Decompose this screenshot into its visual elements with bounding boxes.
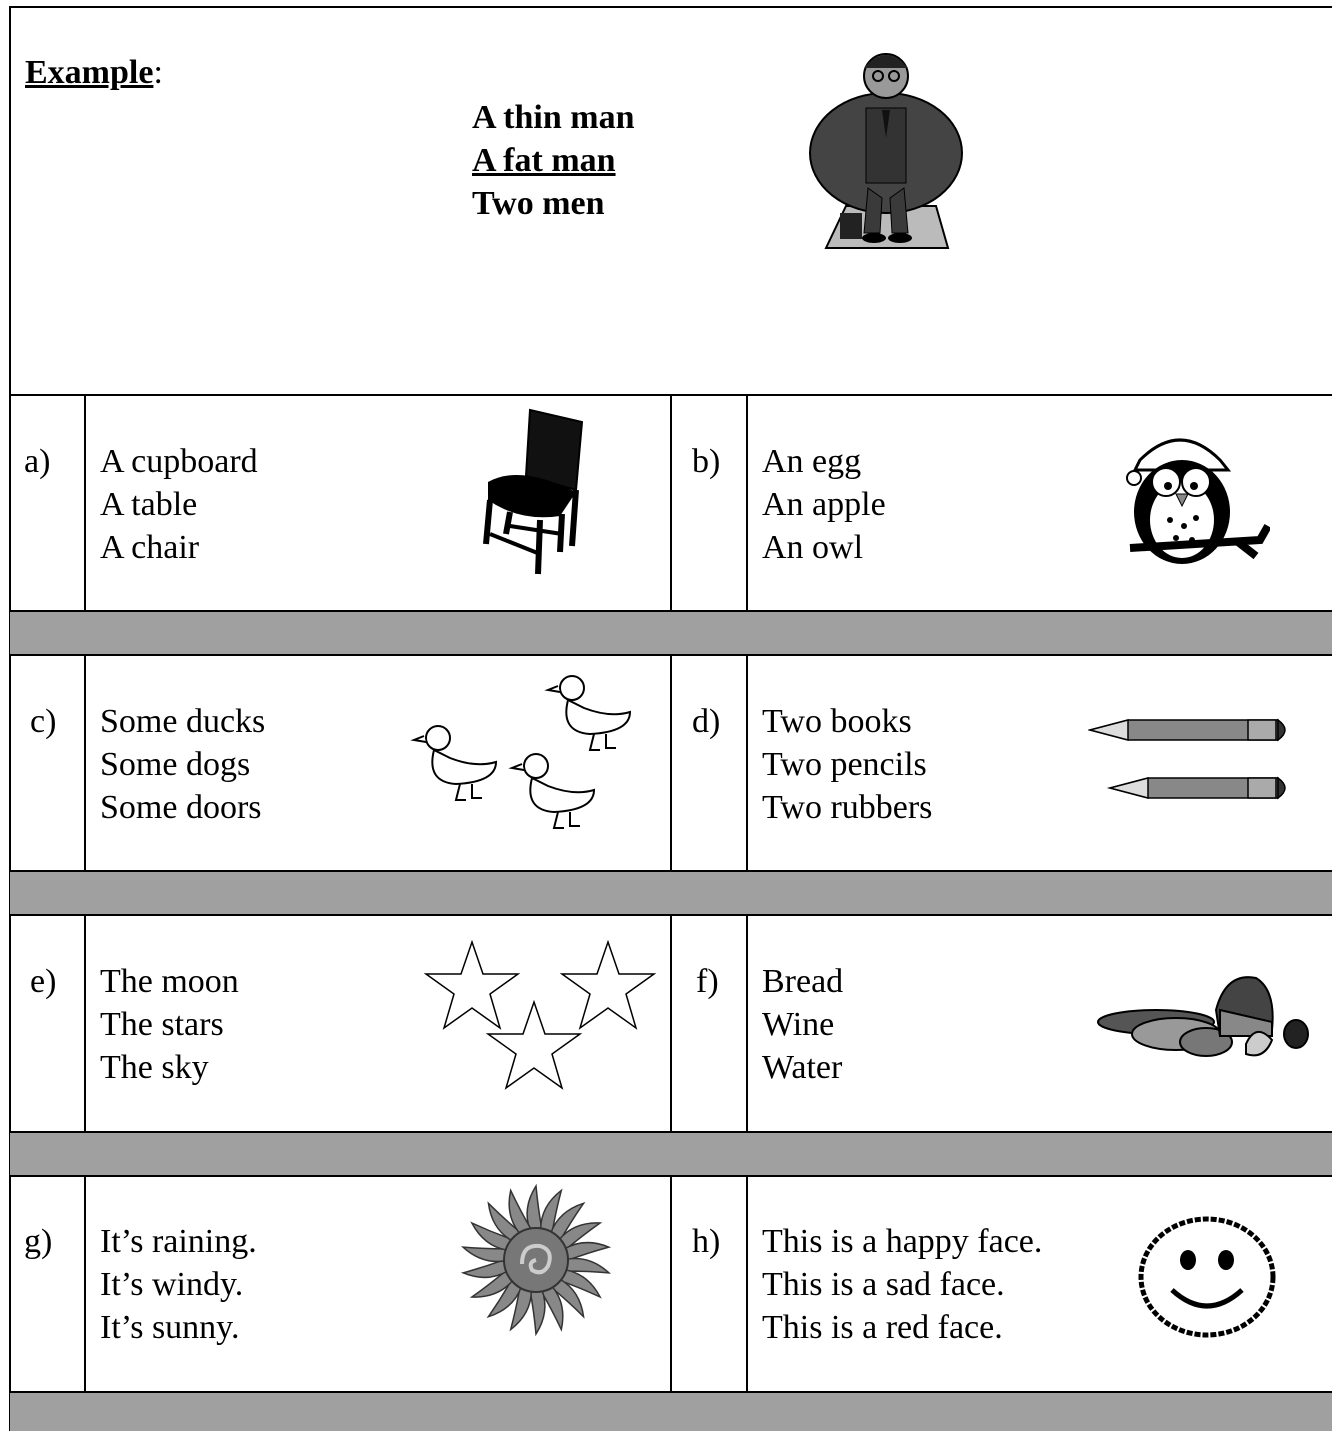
example-option: Two men (472, 185, 605, 222)
owl-icon (1120, 430, 1270, 572)
example-colon: : (153, 54, 163, 91)
option-text: The sky (100, 1049, 209, 1086)
smiley-face-icon (1136, 1214, 1278, 1340)
item-options (762, 700, 932, 829)
column-line (670, 654, 672, 871)
option-text: The stars (100, 1006, 224, 1043)
option-text: A cupboard (100, 443, 258, 480)
option-text: It’s sunny. (100, 1309, 240, 1346)
option-text: This is a red face. (762, 1309, 1003, 1346)
column-line (84, 1175, 86, 1392)
item-options (762, 440, 886, 569)
table-top-border (10, 6, 1332, 8)
example-option-answer: A fat man (472, 142, 616, 179)
option-text: An apple (762, 486, 886, 523)
column-line (84, 654, 86, 871)
option-text: A chair (100, 529, 200, 566)
sun-icon (458, 1182, 614, 1338)
option-text: Bread (762, 963, 844, 1000)
option-text: Some doors (100, 789, 262, 826)
option-text: Two rubbers (762, 789, 933, 826)
item-options (762, 960, 843, 1089)
pencils-icon (1088, 712, 1296, 806)
item-options (100, 440, 258, 569)
column-line (84, 914, 86, 1132)
option-text: Water (762, 1049, 843, 1086)
option-text: A table (100, 486, 198, 523)
separator-band-2 (10, 871, 1332, 914)
item-options (100, 700, 265, 829)
column-line (670, 914, 672, 1132)
column-line (746, 394, 748, 611)
item-label: g) (24, 1223, 53, 1260)
column-line (746, 1175, 748, 1392)
example-option: A thin man (472, 99, 635, 136)
item-label: c) (30, 703, 57, 740)
separator-band-4 (10, 1392, 1332, 1431)
example-heading (25, 54, 163, 92)
option-text: This is a happy face. (762, 1223, 1043, 1260)
separator-band-3 (10, 1132, 1332, 1175)
option-text: Two books (762, 703, 912, 740)
column-line (670, 394, 672, 611)
item-label: f) (696, 963, 719, 1000)
option-text: It’s windy. (100, 1266, 244, 1303)
column-line (670, 1175, 672, 1392)
option-text: It’s raining. (100, 1223, 257, 1260)
item-label: b) (692, 443, 721, 480)
item-label: h) (692, 1223, 721, 1260)
fat-man-icon (806, 48, 968, 264)
item-options (762, 1220, 1042, 1349)
bread-icon (1096, 970, 1316, 1070)
option-text: The moon (100, 963, 239, 1000)
column-line (746, 654, 748, 871)
item-label: a) (24, 443, 51, 480)
item-label: d) (692, 703, 721, 740)
ducks-icon (410, 672, 638, 834)
option-text: Two pencils (762, 746, 927, 783)
option-text: An owl (762, 529, 864, 566)
item-label: e) (30, 963, 57, 1000)
option-text: This is a sad face. (762, 1266, 1005, 1303)
option-text: Some dogs (100, 746, 251, 783)
separator-band-1 (10, 611, 1332, 654)
example-heading-text: Example (25, 54, 154, 91)
option-text: Wine (762, 1006, 835, 1043)
item-options (100, 1220, 257, 1349)
stars-icon (420, 938, 660, 1098)
example-options (472, 96, 635, 225)
chair-icon (480, 404, 592, 576)
option-text: An egg (762, 443, 862, 480)
column-line (84, 394, 86, 611)
item-options (100, 960, 239, 1089)
table-left-border (9, 6, 11, 1431)
column-line (746, 914, 748, 1132)
option-text: Some ducks (100, 703, 266, 740)
